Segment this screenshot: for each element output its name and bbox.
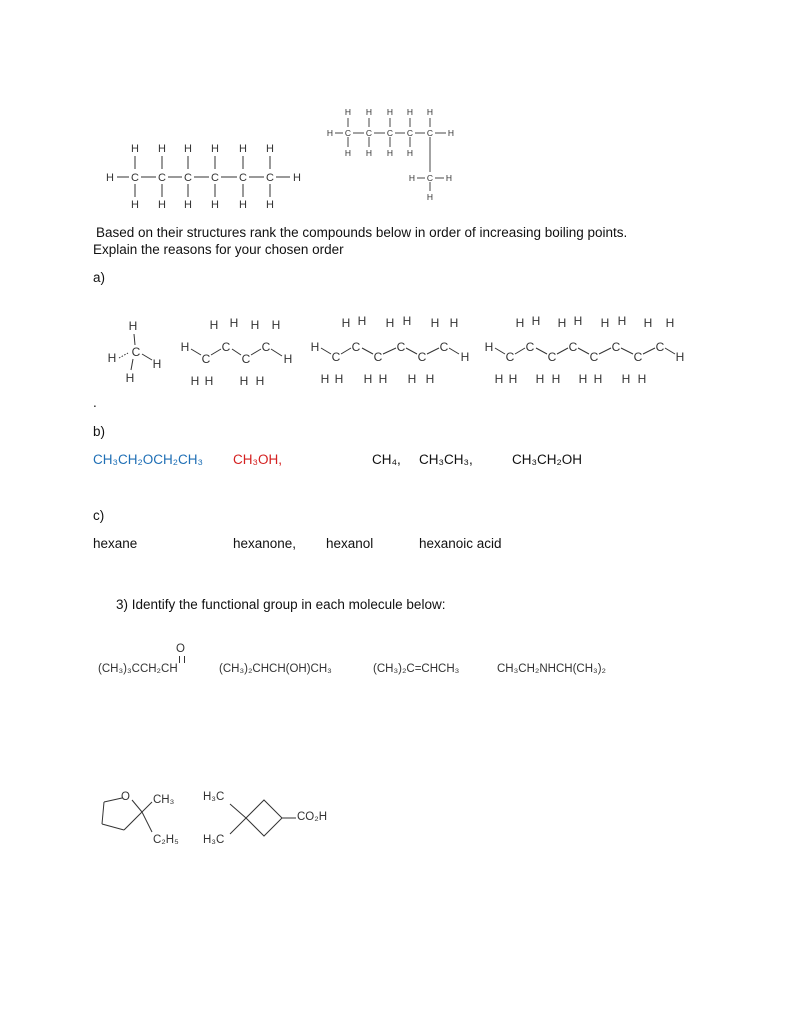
svg-text:H: H — [158, 199, 166, 211]
svg-text:H: H — [229, 316, 239, 330]
octane-skeletal-structure — [480, 313, 690, 391]
svg-text:C: C — [184, 172, 192, 184]
svg-text:H: H — [426, 107, 434, 117]
svg-text:H: H — [131, 199, 139, 211]
cyclobutane-h3c-top: H₃C — [203, 791, 225, 803]
svg-text:H: H — [508, 372, 518, 386]
svg-text:H: H — [365, 148, 373, 158]
part-a-label: a) — [93, 270, 106, 285]
svg-text:C: C — [439, 340, 449, 354]
svg-text:C: C — [505, 350, 515, 364]
diethyl-ether-formula: CH₃CH₂OCH₂CH₃ — [93, 452, 203, 467]
svg-text:C: C — [373, 350, 383, 364]
svg-text:H: H — [408, 173, 416, 183]
ether-ring-structure — [96, 784, 196, 854]
methane-structure — [100, 316, 170, 388]
svg-text:H: H — [447, 128, 455, 138]
hexanol-name: hexanol — [326, 536, 374, 551]
svg-text:C: C — [568, 340, 578, 354]
alcohol-formula: (CH₃)₂CHCH(OH)CH₃ — [219, 663, 332, 675]
svg-text:H: H — [131, 143, 139, 155]
svg-text:H: H — [266, 143, 274, 155]
svg-text:H: H — [449, 316, 459, 330]
svg-text:H: H — [593, 372, 603, 386]
hexane-structural-formula — [100, 138, 320, 212]
svg-text:H: H — [283, 352, 293, 366]
svg-text:H: H — [320, 372, 330, 386]
methanol-formula: CH₃OH, — [233, 452, 282, 467]
svg-text:H: H — [578, 372, 588, 386]
svg-text:C: C — [426, 173, 434, 183]
question-prompt-line1: Based on their structures rank the compounds below in order of increasing boiling points. — [96, 225, 628, 240]
svg-text:H: H — [341, 316, 351, 330]
svg-text:H: H — [484, 340, 494, 354]
svg-text:H: H — [106, 172, 114, 184]
amine-formula: CH₃CH₂NHCH(CH₃)₂ — [497, 663, 607, 675]
svg-text:H: H — [211, 143, 219, 155]
svg-text:H: H — [665, 316, 675, 330]
svg-text:C: C — [611, 340, 621, 354]
svg-text:H: H — [460, 350, 470, 364]
ethanol-formula: CH₃CH₂OH — [512, 452, 582, 467]
svg-text:H: H — [675, 350, 685, 364]
svg-text:H: H — [378, 372, 388, 386]
svg-text:H: H — [637, 372, 647, 386]
methane-formula: CH₄, — [372, 452, 401, 467]
svg-text:H: H — [255, 374, 265, 388]
svg-text:C: C — [211, 172, 219, 184]
svg-text:H: H — [125, 371, 135, 385]
svg-text:H: H — [204, 374, 214, 388]
hexane-skeletal-structure — [306, 313, 474, 391]
svg-text:H: H — [557, 316, 567, 330]
ring-c2h5: C₂H₅ — [153, 834, 179, 846]
svg-text:C: C — [417, 350, 427, 364]
svg-text:H: H — [344, 107, 352, 117]
svg-text:H: H — [184, 199, 192, 211]
svg-text:H: H — [239, 199, 247, 211]
svg-text:H: H — [184, 143, 192, 155]
svg-text:H: H — [209, 318, 219, 332]
svg-text:H: H — [107, 351, 117, 365]
svg-text:C: C — [266, 172, 274, 184]
svg-text:H: H — [531, 314, 541, 328]
stray-dot: . — [93, 395, 97, 410]
svg-text:H: H — [621, 372, 631, 386]
svg-text:H: H — [344, 148, 352, 158]
svg-text:C: C — [406, 128, 414, 138]
svg-text:H: H — [310, 340, 320, 354]
carbonyl-double-bond — [179, 656, 185, 663]
part-c-label: c) — [93, 508, 105, 523]
ethane-formula: CH₃CH₃, — [419, 452, 473, 467]
svg-text:H: H — [385, 316, 395, 330]
svg-text:H: H — [406, 107, 414, 117]
ring-ch3: CH₃ — [153, 794, 175, 806]
svg-text:H: H — [386, 148, 394, 158]
svg-text:H: H — [158, 143, 166, 155]
svg-text:H: H — [363, 372, 373, 386]
part-b-label: b) — [93, 424, 106, 439]
svg-text:H: H — [426, 192, 434, 202]
svg-text:C: C — [131, 345, 141, 359]
svg-text:H: H — [535, 372, 545, 386]
svg-text:C: C — [426, 128, 434, 138]
question-prompt-line2: Explain the reasons for your chosen order — [93, 242, 344, 257]
svg-text:H: H — [430, 316, 440, 330]
svg-text:H: H — [445, 173, 453, 183]
svg-text:H: H — [211, 199, 219, 211]
svg-text:H: H — [271, 318, 281, 332]
svg-text:H: H — [494, 372, 504, 386]
svg-text:C: C — [158, 172, 166, 184]
hexane-name: hexane — [93, 536, 138, 551]
svg-text:C: C — [547, 350, 557, 364]
cyclobutane-h3c-bottom: H₃C — [203, 834, 225, 846]
svg-text:H: H — [326, 128, 334, 138]
svg-text:C: C — [396, 340, 406, 354]
svg-text:H: H — [406, 148, 414, 158]
alkene-formula: (CH₃)₂C=CHCH₃ — [373, 663, 460, 675]
svg-text:H: H — [365, 107, 373, 117]
svg-text:H: H — [239, 374, 249, 388]
svg-text:C: C — [351, 340, 361, 354]
svg-text:H: H — [266, 199, 274, 211]
hexanone-name: hexanone, — [233, 536, 297, 551]
svg-text:H: H — [357, 314, 367, 328]
svg-text:H: H — [239, 143, 247, 155]
svg-text:C: C — [261, 340, 271, 354]
carboxylic-acid-group: CO₂H — [297, 811, 328, 823]
question3-title: 3) Identify the functional group in each molecule below: — [116, 597, 446, 612]
svg-text:H: H — [402, 314, 412, 328]
svg-text:H: H — [334, 372, 344, 386]
svg-text:C: C — [633, 350, 643, 364]
svg-text:C: C — [221, 340, 231, 354]
svg-text:C: C — [344, 128, 352, 138]
svg-text:C: C — [331, 350, 341, 364]
svg-text:C: C — [386, 128, 394, 138]
svg-text:H: H — [551, 372, 561, 386]
svg-text:H: H — [152, 357, 162, 371]
svg-text:C: C — [589, 350, 599, 364]
svg-text:C: C — [201, 352, 211, 366]
methylpentane-structural-formula — [322, 106, 462, 204]
svg-text:C: C — [239, 172, 247, 184]
svg-text:H: H — [573, 314, 583, 328]
svg-text:H: H — [293, 172, 301, 184]
svg-text:H: H — [600, 316, 610, 330]
svg-text:H: H — [386, 107, 394, 117]
svg-text:H: H — [425, 372, 435, 386]
svg-text:H: H — [617, 314, 627, 328]
svg-text:H: H — [180, 340, 190, 354]
svg-text:H: H — [250, 318, 260, 332]
svg-text:H: H — [643, 316, 653, 330]
svg-text:H: H — [407, 372, 417, 386]
butane-structure — [176, 315, 296, 391]
ring-oxygen: O — [121, 791, 130, 803]
svg-text:H: H — [128, 319, 138, 333]
svg-text:C: C — [525, 340, 535, 354]
svg-text:C: C — [241, 352, 251, 366]
svg-text:C: C — [365, 128, 373, 138]
svg-text:C: C — [655, 340, 665, 354]
carbonyl-oxygen: O — [176, 643, 185, 655]
aldehyde-formula: (CH₃)₃CCH₂CH — [98, 663, 178, 675]
svg-text:H: H — [515, 316, 525, 330]
hexanoic-acid-name: hexanoic acid — [419, 536, 502, 551]
svg-text:H: H — [190, 374, 200, 388]
svg-text:C: C — [131, 172, 139, 184]
